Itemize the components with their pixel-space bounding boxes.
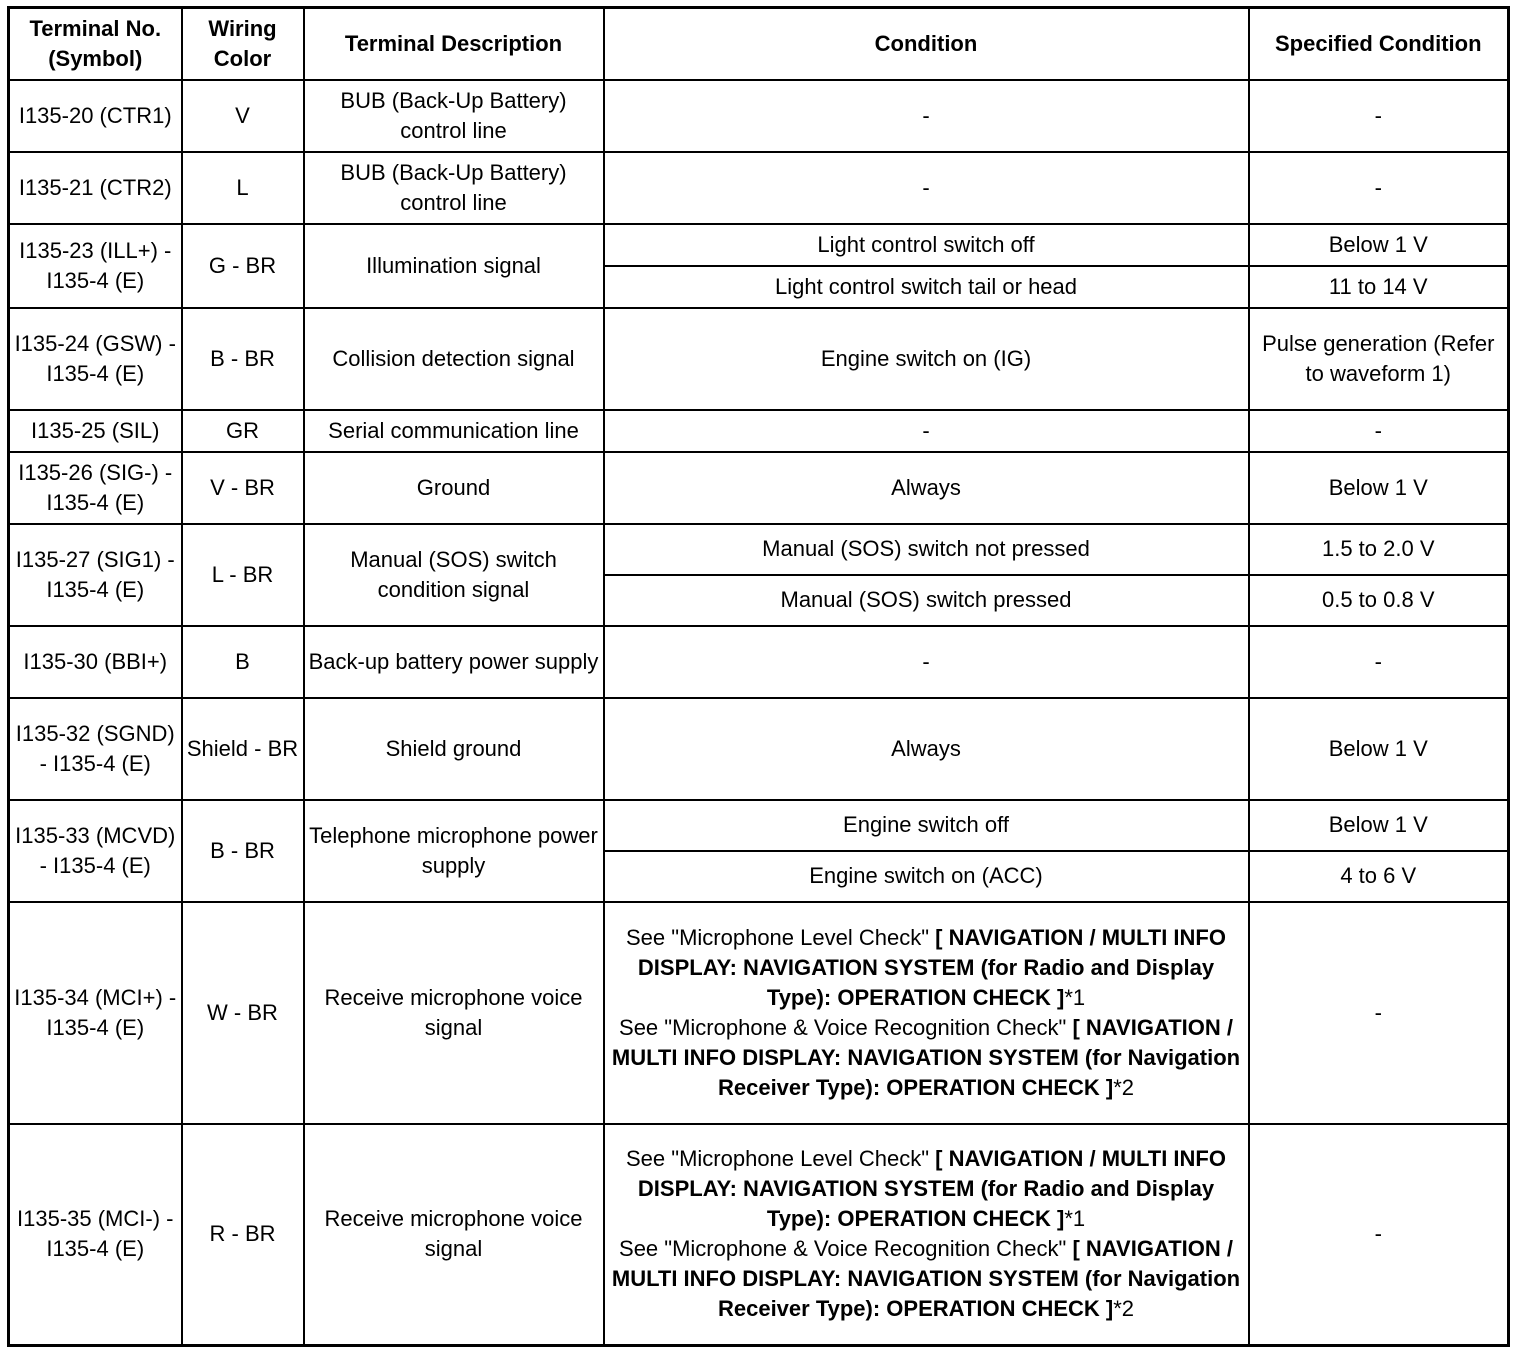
wiring-color-cell: B - BR — [182, 800, 304, 902]
condition-text: See "Microphone & Voice Recognition Check" — [619, 1236, 1073, 1262]
terminal-spec-table — [7, 6, 1510, 1347]
terminal-cell: I135-27 (SIG1) - I135-4 (E) — [9, 524, 182, 626]
table-row — [9, 410, 1509, 452]
table-row — [9, 452, 1509, 524]
table-row — [9, 698, 1509, 800]
table-row — [9, 308, 1509, 410]
condition-cell: - — [604, 80, 1249, 152]
condition-cell: Light control switch tail or head — [604, 266, 1249, 308]
condition-text: See "Microphone & Voice Recognition Check" — [619, 1014, 1073, 1040]
terminal-cell: I135-21 (CTR2) — [9, 152, 182, 224]
specified-cell: 0.5 to 0.8 V — [1249, 575, 1509, 626]
footnote-marker: *1 — [1064, 1206, 1086, 1232]
specified-cell: Below 1 V — [1249, 800, 1509, 851]
condition-cell: Engine switch on (IG) — [604, 308, 1249, 410]
footnote-marker: *1 — [1064, 984, 1086, 1010]
specified-cell: 1.5 to 2.0 V — [1249, 524, 1509, 575]
condition-cell: - — [604, 152, 1249, 224]
specified-cell: Below 1 V — [1249, 452, 1509, 524]
terminal-cell: I135-30 (BBI+) — [9, 626, 182, 698]
condition-cell: - — [604, 410, 1249, 452]
specified-cell: - — [1249, 410, 1509, 452]
wiring-color-cell: B — [182, 626, 304, 698]
specified-cell: - — [1249, 626, 1509, 698]
condition-cell: Engine switch on (ACC) — [604, 851, 1249, 902]
condition-text: See "Microphone Level Check" — [626, 1146, 936, 1172]
description-cell: Shield ground — [304, 698, 604, 800]
specified-cell: Below 1 V — [1249, 224, 1509, 266]
table-row — [9, 626, 1509, 698]
condition-cell: Light control switch off — [604, 224, 1249, 266]
specified-cell: 11 to 14 V — [1249, 266, 1509, 308]
specified-cell: Below 1 V — [1249, 698, 1509, 800]
header-condition: Condition — [604, 8, 1249, 80]
description-cell: Receive microphone voice signal — [304, 902, 604, 1124]
footnote-marker: *2 — [1113, 1074, 1135, 1100]
table-row — [9, 902, 1509, 1124]
wiring-color-cell: V — [182, 80, 304, 152]
condition-cell: Always — [604, 698, 1249, 800]
condition-cell — [604, 1124, 1249, 1346]
specified-cell: 4 to 6 V — [1249, 851, 1509, 902]
terminal-cell: I135-20 (CTR1) — [9, 80, 182, 152]
table-row — [9, 1124, 1509, 1346]
specified-cell: Pulse generation (Refer to waveform 1) — [1249, 308, 1509, 410]
wiring-color-cell: V - BR — [182, 452, 304, 524]
description-cell: Ground — [304, 452, 604, 524]
description-cell: Collision detection signal — [304, 308, 604, 410]
reference-link-text: [ NAVIGATION / MULTI INFO DISPLAY: NAVIGATION SYSTEM (for Radio and Display Type): OPERATION CHECK ] — [637, 1146, 1226, 1232]
description-cell: Telephone microphone power supply — [304, 800, 604, 902]
header-terminal-description: Terminal Description — [304, 8, 604, 80]
description-cell: BUB (Back-Up Battery) control line — [304, 80, 604, 152]
wiring-color-cell: L — [182, 152, 304, 224]
terminal-cell: I135-32 (SGND) - I135-4 (E) — [9, 698, 182, 800]
specified-cell: - — [1249, 902, 1509, 1124]
terminal-cell: I135-34 (MCI+) - I135-4 (E) — [9, 902, 182, 1124]
wiring-color-cell: L - BR — [182, 524, 304, 626]
condition-cell: Manual (SOS) switch pressed — [604, 575, 1249, 626]
terminal-cell: I135-23 (ILL+) - I135-4 (E) — [9, 224, 182, 308]
terminal-cell: I135-33 (MCVD) - I135-4 (E) — [9, 800, 182, 902]
header-wiring-color: Wiring Color — [182, 8, 304, 80]
table-row — [9, 224, 1509, 266]
description-cell: BUB (Back-Up Battery) control line — [304, 152, 604, 224]
terminal-cell: I135-25 (SIL) — [9, 410, 182, 452]
table-row — [9, 800, 1509, 851]
description-cell: Back-up battery power supply — [304, 626, 604, 698]
terminal-cell: I135-35 (MCI-) - I135-4 (E) — [9, 1124, 182, 1346]
terminal-cell: I135-24 (GSW) - I135-4 (E) — [9, 308, 182, 410]
reference-link-text: [ NAVIGATION / MULTI INFO DISPLAY: NAVIGATION SYSTEM (for Navigation Receiver Type): OPERATION CHECK ] — [611, 1014, 1241, 1100]
header-terminal-no: Terminal No. (Symbol) — [9, 8, 182, 80]
terminal-spec-document — [7, 6, 1510, 1347]
description-cell: Receive microphone voice signal — [304, 1124, 604, 1346]
condition-cell: Always — [604, 452, 1249, 524]
description-cell: Illumination signal — [304, 224, 604, 308]
wiring-color-cell: R - BR — [182, 1124, 304, 1346]
specified-cell: - — [1249, 152, 1509, 224]
wiring-color-cell: W - BR — [182, 902, 304, 1124]
footnote-marker: *2 — [1113, 1296, 1135, 1322]
wiring-color-cell: G - BR — [182, 224, 304, 308]
wiring-color-cell: B - BR — [182, 308, 304, 410]
header-row — [9, 8, 1509, 80]
reference-link-text: [ NAVIGATION / MULTI INFO DISPLAY: NAVIGATION SYSTEM (for Radio and Display Type): OPERATION CHECK ] — [637, 924, 1226, 1010]
condition-cell: - — [604, 626, 1249, 698]
reference-link-text: [ NAVIGATION / MULTI INFO DISPLAY: NAVIGATION SYSTEM (for Navigation Receiver Type): OPERATION CHECK ] — [611, 1236, 1241, 1322]
condition-text: See "Microphone Level Check" — [626, 924, 936, 950]
header-specified-condition: Specified Condition — [1249, 8, 1509, 80]
wiring-color-cell: GR — [182, 410, 304, 452]
table-row — [9, 80, 1509, 152]
condition-cell — [604, 902, 1249, 1124]
description-cell: Manual (SOS) switch condition signal — [304, 524, 604, 626]
table-row — [9, 524, 1509, 575]
description-cell: Serial communication line — [304, 410, 604, 452]
specified-cell: - — [1249, 1124, 1509, 1346]
terminal-cell: I135-26 (SIG-) - I135-4 (E) — [9, 452, 182, 524]
wiring-color-cell: Shield - BR — [182, 698, 304, 800]
condition-cell: Manual (SOS) switch not pressed — [604, 524, 1249, 575]
condition-cell: Engine switch off — [604, 800, 1249, 851]
table-row — [9, 152, 1509, 224]
specified-cell: - — [1249, 80, 1509, 152]
